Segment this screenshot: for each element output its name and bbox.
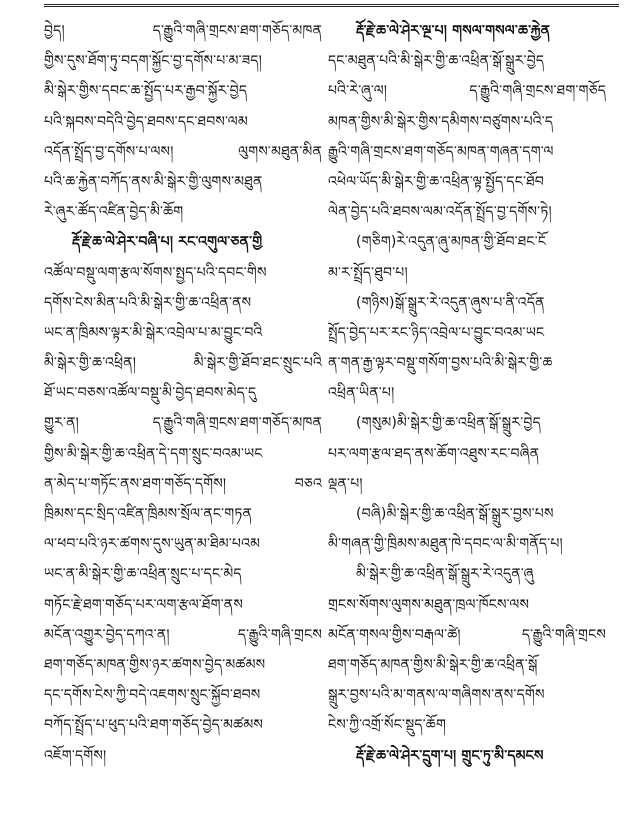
text-line: སྤྲོད་བྱེད་པར་རང་ཉིད་འབྲེལ་པ་བྱུང་བའམ་ཡང [328,324,545,341]
text-line: པའི་ཆ་རྐྱེན་བཀོད་ནས་མི་སྒེར་གྱི་ལུགས་མཐུན [44,173,263,190]
list-item: (གཅིག)རེ་འདུན་ཞུ་མཁན་གྱི་ཐོབ་ཐང་ངོ [356,234,547,251]
section-heading: རྡོ་རྗེ་ཆ་ལེ་ཤེར་བཞི་པ། རང་འགུལ་ཅན་གྱི [72,234,263,251]
text-line: འཕེལ་ཡོད་མི་སྒེར་གྱི་ཆ་འཕྲིན་ལྟ་སྤྱོད་དང་ཐོབ [328,173,544,190]
text-line: ཐག་གཅོད་མཁན་གྱིས་ཉར་ཚགས་བྱེད་མཚམས [44,656,266,673]
list-item: (བཞི)མི་སྒེར་གྱི་ཆ་འཕྲིན་སྒོ་སྒྲུར་བྱས་པས [356,506,554,522]
text-line: ལ་ཕབ་པའི་ཉར་ཚགས་དུས་ཡུན་མ་ཐིམ་པའམ [44,536,261,553]
text-line: ལེན་བྱེད་པའི་ཐབས་ལམ་འདོན་སྤྲོད་བྱ་དགོས་ཏེ། [328,204,552,221]
text-line: གྱིས་དུས་ཐོག་ཏུ་བདག་སྐྱོང་བྱ་དགོས་པ་མ་ཟད། [44,53,262,70]
paragraph-start: མི་སྒེར་གྱི་ཆ་འཕྲིན་སྒོ་སྒྲུར་རེ་འདུན་ཞུ [356,566,534,583]
text-line: དང་དགོས་ངེས་ཀྱི་བདེ་འཇགས་སྲུང་སྐྱོབ་ཐབས [44,687,261,704]
text-line: ཐག་གཅོད་མཁན་གྱིས་མི་སྒེར་གྱི་ཆ་འཕྲིན་སྒོ [328,656,538,673]
list-item: (གཉིས)སྒོ་སྒྲུར་རེ་འདུན་ཞུས་པ་ནི་འདོན [356,294,545,311]
text-line: པའི་སྐབས་བདེའི་བྱེད་ཐབས་དང་ཐབས་ལམ [44,113,248,130]
text-line: ངེས་ཀྱི་འགྲོ་སོང་སྡུད་ཆོག [328,717,447,734]
section-heading: རྡོ་རྗེ་ཆ་ལེ་ཤེར་དྲུག་པ། གྲུང་ཏུ་མི་དམངས [356,747,544,764]
text-line: འཕྲིན་ཡིན་པ། [328,385,395,402]
text-line: འཇོག་དགོས། [44,747,107,764]
text-line: གྲངས་སོགས་ལུགས་མཐུན་ཁྲལ་ཁོངས་ལས [328,596,530,613]
text-line: གཏོང་རྗེ་ཐག་གཅོད་པར་ལག་རྩལ་ཐོག་ནས [44,596,243,613]
text-line: མངོན་འགྱུར་བྱེད་དཀའ་ན། ད་རྒྱུའི་གཞི་གྲངས [44,626,322,643]
text-line: དགོས་ངེས་མིན་པའི་མི་སྒེར་གྱི་ཆ་འཕྲིན་ནས [44,294,252,311]
text-line: འཚོལ་བསྡུ་ལག་རྩལ་སོགས་སྤྱད་པའི་དབང་གིས [44,264,267,281]
text-line: རྒྱུའི་གཞི་གྲངས་ཐག་གཅོད་མཁན་གཞན་དག་ལ [328,143,554,160]
text-line: གྱུར་ན། ད་རྒྱུའི་གཞི་གྲངས་ཐག་གཅོད་མཁན [44,415,322,432]
text-line: མི་སྒེར་གྱི་ཆ་འཕྲིན། མི་སྒེར་གྱི་ཐོབ་ཐང་སྲུང་པའི [44,355,322,372]
section-heading: རྡོ་རྗེ་ཆ་ལེ་ཤེར་ལྔ་པ། གསལ་གསལ་ཆ་རྐྱེན [356,23,551,39]
text-line: དང་མཐུན་པའི་མི་སྒེར་གྱི་ཆ་འཕྲིན་སྒོ་སྒྲུར་བྱེད [328,53,545,70]
text-line: ཁྲིམས་དང་སྲིད་འཛིན་ཁྲིམས་སྲོལ་ནང་གཏན [44,506,253,522]
list-item: (གསུམ)མི་སྒེར་གྱི་ཆ་འཕྲིན་སྒོ་སྒྲུར་བྱེད [356,415,541,432]
text-line: གྱིས་མི་སྒེར་གྱི་ཆ་འཕྲིན་དེ་དག་སྲུང་བའམ་ཡང [44,445,263,462]
top-rule [44,4,619,7]
text-line: བཀོད་སྤྲོད་པ་ཕུད་པའི་ཐག་གཅོད་བྱེད་མཚམས [44,717,263,734]
text-line: མཁན་གྱིས་མི་སྒེར་གྱིས་དམིགས་བཙུགས་པའི་ད [328,113,554,130]
left-column [44,16,322,771]
text-line: མ་ར་སྤྲོད་ཐུབ་པ། [328,264,408,281]
text-line: ན་མེད་པ་གཏོང་ནས་ཐག་གཅོད་དགོས། བཅའ [44,475,322,492]
text-line: པར་ལག་རྩལ་ཐད་ནས་ཆོག་འཐུས་རང་བཞིན [328,445,540,462]
text-line: མི་སྒེར་གྱིས་དབང་ཆ་སྤྱོད་པར་རྒྱབ་སྐྱོར་བྱེད [44,83,248,100]
text-line: ན་གན་རྒྱ་ལྟར་བསྡུ་གསོག་བྱས་པའི་མི་སྒེར་གྱི་ཆ [328,355,553,372]
text-line: རེ་ཞུར་ཚོད་འཛིན་བྱེད་མི་ཆོག [44,204,184,221]
text-line: ཐོ་ཡང་བཅས་འཚོལ་བསྡུ་མི་བྱེད་ཐབས་མེད་དུ [44,385,257,402]
text-line: ཡང་ན་མི་སྒེར་གྱི་ཆ་འཕྲིན་སྲུང་པ་དང་མེད [44,566,242,583]
text-line: མངོན་གསལ་གྱིས་བརྒལ་ཚེ། ད་རྒྱུའི་གཞི་གྲངས [328,626,606,643]
text-line: མི་གཞན་གྱི་ཁྲིམས་མཐུན་ཁེ་དབང་ལ་མི་གནོད་པ། [328,536,563,553]
right-column [328,16,606,771]
text-line: ཡང་ན་ཁྲིམས་ལྟར་མི་སྒེར་འབྲེལ་པ་མ་བྱུང་བའི [44,324,263,341]
text-line: བྱེད། ད་རྒྱུའི་གཞི་གྲངས་ཐག་གཅོད་མཁན [44,23,322,39]
text-line: སྒྲུར་བྱས་པའི་མ་གནས་ལ་གཞིགས་ནས་དགོས [328,687,545,704]
text-line: འདོན་སྤྲོད་བྱ་དགོས་པ་ལས། ལུགས་མཐུན་མིན [44,143,322,160]
text-line: པའི་རེ་ཞུ་ལ། ད་རྒྱུའི་གཞི་གྲངས་ཐག་གཅོད [328,83,606,100]
text-line: ལྡན་པ། [328,475,363,492]
